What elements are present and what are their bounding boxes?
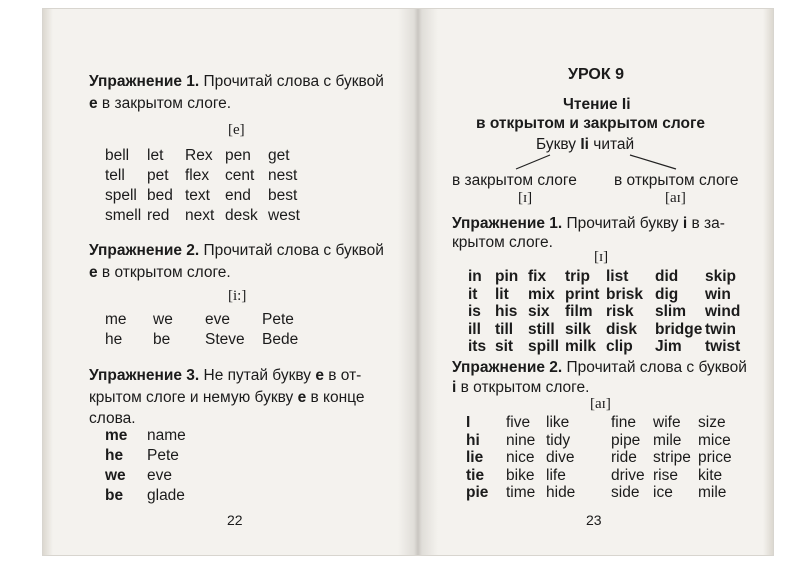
r-ex1-text1b: в за-	[687, 215, 725, 232]
word: silk	[565, 320, 591, 338]
word: bike	[506, 466, 535, 484]
word: be	[153, 331, 171, 348]
word: stripe	[653, 449, 691, 466]
word: in	[468, 268, 482, 285]
word: disk	[606, 320, 638, 338]
word: we	[105, 467, 126, 484]
ex2-phonetic: [i:]	[228, 288, 247, 304]
word: Bede	[262, 331, 299, 348]
ex3-text2a: крытом слоге и немую букву	[89, 389, 298, 406]
word: risk	[606, 303, 634, 320]
word: bridge	[655, 320, 703, 338]
r-ex2-instruction-line2	[452, 378, 589, 398]
word: Rex	[185, 147, 213, 164]
ex2-letter: e	[89, 264, 98, 281]
ex1-label: Упражнение 1.	[89, 73, 200, 90]
word: Jim	[655, 338, 682, 355]
ex1-text2: в закрытом слоге.	[97, 95, 232, 112]
word: pen	[225, 147, 251, 164]
open-syllable-label: в открытом слоге	[614, 172, 739, 189]
word: his	[495, 303, 518, 320]
ex2-text: Прочитай слова с буквой	[199, 242, 384, 259]
word: he	[105, 447, 124, 464]
word: dig	[655, 285, 679, 303]
word: nest	[268, 167, 298, 184]
r-ex2-label: Упражнение 2.	[452, 359, 563, 376]
word: side	[611, 484, 640, 501]
word: six	[528, 303, 550, 320]
ex3-instruction-line3: слова.	[89, 410, 136, 427]
word: best	[268, 187, 298, 204]
word: wife	[653, 414, 681, 431]
ex2-label: Упражнение 2.	[89, 242, 200, 259]
ex3-text2b: в конце	[306, 389, 365, 406]
ex1-instruction-line1	[89, 72, 384, 92]
ex2-instruction-line1	[89, 241, 384, 261]
word: flex	[185, 167, 210, 184]
word: clip	[606, 338, 633, 355]
word: mix	[528, 285, 555, 303]
word: brisk	[606, 285, 644, 303]
letter-phrase-c: читай	[588, 136, 635, 153]
word: ice	[653, 484, 673, 501]
word: five	[506, 414, 531, 431]
word: let	[147, 147, 164, 164]
page-22	[43, 9, 418, 555]
word: pie	[466, 484, 489, 501]
word: tell	[105, 167, 125, 184]
word: desk	[225, 207, 258, 224]
word: cent	[225, 167, 255, 184]
word: win	[705, 285, 731, 303]
word: kite	[698, 466, 723, 484]
word: nice	[506, 449, 535, 466]
word: hi	[466, 431, 480, 449]
word: size	[698, 414, 726, 431]
word: mile	[698, 484, 727, 501]
word: life	[546, 466, 566, 484]
open-syllable-phonetic: [aɪ]	[665, 190, 686, 206]
word: ride	[611, 449, 637, 466]
word: its	[468, 338, 487, 355]
word: red	[147, 207, 170, 224]
word: smell	[105, 207, 142, 224]
word: Steve	[205, 331, 245, 348]
ex3-text1b: в от-	[323, 367, 362, 384]
word: drive	[611, 466, 645, 484]
word: wind	[705, 303, 741, 320]
r-ex2-text: Прочитай слова с буквой	[562, 359, 747, 376]
page-number-left: 22	[227, 512, 243, 528]
word: like	[546, 414, 570, 431]
ex1-letter: e	[89, 95, 98, 112]
page-number-right: 23	[586, 512, 602, 528]
word: spill	[528, 338, 560, 355]
r-ex2-phonetic: [aɪ]	[590, 396, 611, 412]
page-23	[418, 9, 774, 555]
ex1-instruction-line2	[89, 94, 231, 114]
ex3-instruction-line1	[89, 366, 361, 386]
reading-title: Чтение Ii	[563, 96, 631, 113]
word: rise	[653, 466, 678, 484]
r-ex1-label: Упражнение 1.	[452, 215, 563, 232]
word: bed	[147, 187, 173, 204]
word: lit	[495, 285, 509, 303]
word: name	[147, 427, 186, 444]
r-ex1-instruction-line1	[452, 214, 725, 234]
closed-syllable-label: в закрытом слоге	[452, 172, 577, 189]
word: pipe	[611, 431, 641, 449]
lesson-title: УРОК 9	[568, 66, 624, 83]
ex3-letter2: e	[297, 389, 307, 406]
word: it	[468, 285, 478, 303]
word: price	[698, 449, 732, 466]
branch-line-left	[516, 155, 550, 169]
word: bell	[105, 147, 130, 164]
ex3-instruction-line2	[89, 388, 365, 408]
word: be	[105, 487, 124, 504]
word: dive	[546, 449, 575, 466]
word: twin	[705, 320, 736, 338]
word: tie	[466, 466, 485, 484]
word: hide	[546, 484, 576, 501]
ex3-text1a: Не путай букву	[199, 367, 316, 384]
r-ex1-phonetic: [ɪ]	[594, 249, 609, 265]
ex2-text2: в открытом слоге.	[97, 264, 231, 281]
word: glade	[147, 487, 185, 504]
word: trip	[565, 268, 590, 285]
letter-phrase-a: Букву	[536, 136, 581, 153]
word: end	[225, 187, 251, 204]
word: is	[468, 303, 481, 320]
ex3-label: Упражнение 3.	[89, 367, 200, 384]
ex2-instruction-line2	[89, 263, 231, 283]
word: mile	[653, 431, 682, 449]
word: me	[105, 311, 127, 328]
ex1-text: Прочитай слова с буквой	[199, 73, 384, 90]
word: pin	[495, 268, 519, 285]
word: film	[565, 303, 593, 320]
word: fine	[611, 414, 636, 431]
r-ex2-letter: i	[452, 379, 457, 396]
ex3-letter1: e	[315, 367, 324, 384]
word: Pete	[262, 311, 294, 328]
word: skip	[705, 268, 737, 285]
word: still	[528, 320, 555, 338]
r-ex1-text: Прочитай букву	[562, 215, 683, 232]
word: west	[268, 207, 300, 224]
word: Pete	[147, 447, 179, 464]
word: pet	[147, 167, 169, 184]
branch-line-right	[630, 155, 676, 169]
word: eve	[147, 467, 172, 484]
word: fix	[528, 268, 547, 285]
r-ex2-text2: в открытом слоге.	[456, 379, 590, 396]
word: he	[105, 331, 123, 348]
word: tidy	[546, 431, 571, 449]
ex1-phonetic: [e]	[228, 122, 245, 138]
r-ex1-letter: i	[682, 215, 688, 232]
r-ex2-instruction-line1	[452, 358, 747, 378]
word: lie	[466, 449, 484, 466]
word: milk	[565, 338, 597, 355]
word: eve	[205, 311, 230, 328]
closed-syllable-phonetic: [ɪ]	[518, 190, 533, 206]
word: print	[565, 285, 600, 303]
word: we	[153, 311, 173, 328]
word: spell	[105, 187, 137, 204]
word: twist	[705, 338, 741, 355]
book-spread	[42, 8, 774, 556]
word: sit	[495, 338, 514, 355]
word: time	[506, 484, 536, 501]
word: next	[185, 207, 215, 224]
word: me	[105, 427, 128, 444]
word: I	[466, 414, 471, 431]
lesson-subtitle: в открытом и закрытом слоге	[476, 115, 706, 132]
word: slim	[655, 303, 687, 320]
r-ex1-instruction-line2: крытом слоге.	[452, 234, 553, 251]
letter-phrase-b: Ii	[580, 136, 589, 153]
word: till	[495, 320, 514, 338]
word: list	[606, 268, 629, 285]
word: mice	[698, 431, 731, 449]
word: nine	[506, 431, 536, 449]
word: did	[655, 268, 679, 285]
word: get	[268, 147, 290, 164]
word: text	[185, 187, 210, 204]
word: ill	[468, 320, 481, 338]
